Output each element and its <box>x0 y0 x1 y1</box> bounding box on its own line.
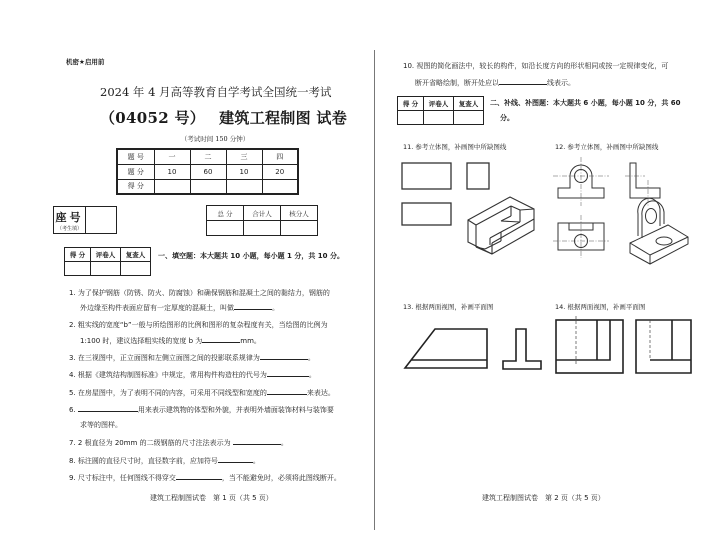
section2-heading-cont: 分。 <box>500 114 514 122</box>
cell: 题 号 <box>117 149 154 164</box>
question-text: 2 根直径为 20mm 的二级钢筋的尺寸注法表示为 <box>77 439 231 447</box>
page-footer: 建筑工程制图试卷 第 1 页（共 5 页） <box>150 494 273 502</box>
question-text: 。 <box>307 354 315 362</box>
cell: 一 <box>154 149 190 164</box>
question-text: 视图的简化画法中，较长的构件，如沿长度方向的形状相同或按一定规律变化，可 <box>416 62 669 70</box>
header-cell: 评卷人 <box>424 97 454 111</box>
exam-code: （04052 号） <box>100 109 206 127</box>
figure-caption: 根据两面视图，补画平面图 <box>567 303 646 311</box>
header-cell: 总 分 <box>207 206 244 221</box>
cell: 题 分 <box>117 164 154 179</box>
question-number: 4. <box>69 371 76 379</box>
question-number: 1. <box>69 289 76 297</box>
question-text: 。 <box>280 439 288 447</box>
header-cell: 复查人 <box>454 97 484 111</box>
question-number: 8. <box>69 457 76 465</box>
section2-heading: 二、补线、补图题：本大题共 6 小题，每小题 10 分，共 60 <box>490 99 681 107</box>
header-cell: 复查人 <box>121 248 151 262</box>
question-number: 10. <box>403 62 415 70</box>
header-cell: 核分人 <box>281 206 318 221</box>
figure-number: 14. <box>555 303 566 311</box>
question-text: 外边缘至构件表面应留有一定厚度的混凝土，叫做 <box>80 304 234 312</box>
question-text: 线表示。 <box>547 79 575 87</box>
exam-duration: （考试时间 150 分钟） <box>180 135 250 143</box>
question-text: 为了保护钢筋（防锈、防火、防腐蚀）和确保钢筋和混凝土之间的黏结力，钢筋的 <box>77 289 330 297</box>
question-number: 3. <box>69 354 76 362</box>
question-text: 标注圆的直径尺寸时，直径数字前，应加符号 <box>77 457 218 465</box>
cell: 二 <box>190 149 226 164</box>
question-number: 9. <box>69 474 76 482</box>
exam-subject: 建筑工程制图 试卷 <box>219 109 348 127</box>
question-text: ，当不能避免时，必须将此图线断开。 <box>221 474 341 482</box>
figure-number: 13. <box>403 303 414 311</box>
page-footer: 建筑工程制图试卷 第 2 页（共 5 页） <box>482 494 605 502</box>
question-text: 用来表示建筑物的体型和外貌，并表明外墙面装饰材料与装饰要 <box>137 406 334 414</box>
section1-heading: 一、填空题：本大题共 10 小题，每小题 1 分，共 10 分。 <box>158 252 344 260</box>
question-text: 根据《建筑结构制图标准》中规定，常用构件构造柱的代号为 <box>77 371 267 379</box>
figure-caption: 参考立体图，补画图中所缺图线 <box>567 143 659 151</box>
header-cell: 得 分 <box>398 97 424 111</box>
seat-sub-label: （考生填） <box>56 225 82 232</box>
question-text: mm。 <box>240 337 261 345</box>
question-text: 。 <box>308 371 316 379</box>
question-6-line2: 求等的图样。 <box>80 421 122 429</box>
header-cell: 得 分 <box>65 248 91 262</box>
header-cell: 评卷人 <box>91 248 121 262</box>
question-text: 在房屋图中，为了表明不同的内容，可采用不同线型和宽度的 <box>77 389 267 397</box>
header-cell: 合计人 <box>244 206 281 221</box>
question-text: 在三视图中，正立面图和左侧立面图之间的投影联系规律为 <box>77 354 260 362</box>
cell: 10 <box>226 164 262 179</box>
figure-caption: 根据两面视图，补画平面图 <box>415 303 494 311</box>
question-number: 5. <box>69 389 76 397</box>
question-number: 2. <box>69 321 76 329</box>
cell: 三 <box>226 149 262 164</box>
question-text: 。 <box>272 304 279 312</box>
question-text: 来表达。 <box>306 389 335 397</box>
exam-session-line: 2024 年 4 月高等教育自学考试全国统一考试 <box>100 85 332 99</box>
question-number: 7. <box>69 439 76 447</box>
cell: 10 <box>154 164 190 179</box>
confidential-mark: 机密★启用前 <box>66 58 105 66</box>
figure-number: 12. <box>555 143 566 151</box>
cell: 20 <box>262 164 298 179</box>
cell: 得 分 <box>117 179 154 194</box>
figure-number: 11. <box>403 143 414 151</box>
question-text: 尺寸标注中，任何图线不得穿交 <box>77 474 176 482</box>
question-number: 6. <box>69 406 76 414</box>
figure-caption: 参考立体图，补画图中所缺图线 <box>415 143 507 151</box>
question-text: 断开省略绘制，断开处应以 <box>415 79 499 87</box>
question-text: 粗实线的宽度“b”一般与所绘图形的比例和图形的复杂程度有关，当绘图的比例为 <box>77 321 328 329</box>
question-text: 。 <box>252 457 260 465</box>
seat-label: 座号 <box>55 210 84 224</box>
cell: 四 <box>262 149 298 164</box>
cell: 60 <box>190 164 226 179</box>
question-text: 1:100 时，建议选择粗实线的宽度 b 为 <box>80 337 203 345</box>
